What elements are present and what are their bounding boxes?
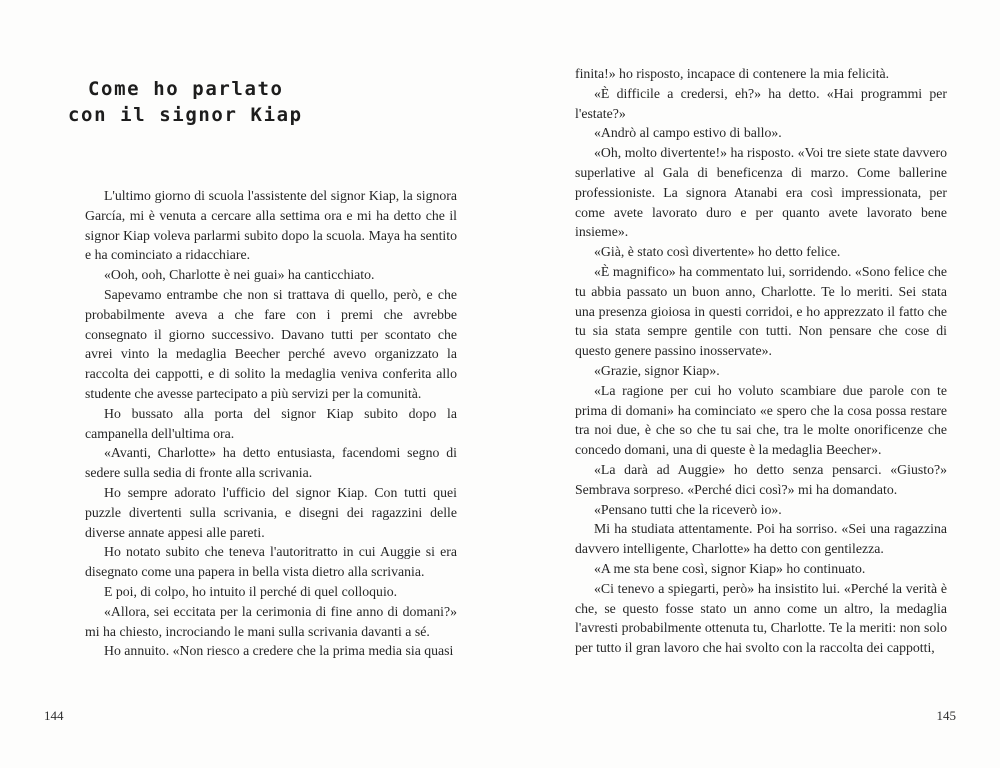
paragraph: Ho bussato alla porta del signor Kiap subito dopo la campanella dell'ultima ora. <box>85 405 457 441</box>
chapter-title-line-2: con il signor Kiap <box>68 104 303 126</box>
paragraph: L'ultimo giorno di scuola l'assistente del signor Kiap, la signora García, mi è venuta a cercare alla settima ora e mi ha detto che il signor Kiap voleva parlarmi subito dopo la scuola. Maya ha sentito e ha cominciato a ridacchiare. <box>85 188 457 263</box>
paragraph: «Grazie, signor Kiap». <box>594 362 720 378</box>
paragraph: Sapevamo entrambe che non si trattava di quello, però, e che probabilmente aveva a che fare con i premi che avrebbe consegnato il giorno successivo. Davano tutti per scontato che avrei vinto la medaglia Beecher perché avevo organizzato la raccolta dei cappotti, e di solito la medaglia veniva conferita allo studente che avesse partecipato a più servizi per la comunità. <box>85 286 457 401</box>
paragraph: finita!» ho risposto, incapace di contenere la mia felicità. <box>575 66 890 81</box>
paragraph: «La ragione per cui ho voluto scambiare due parole con te prima di domani» ha cominciato «e spero che la cosa possa restare tra noi due, è che so che tu sai che, tra le molte onorificenze che concedo domani, una di queste è la medaglia Beecher». <box>575 382 947 458</box>
paragraph: «Oh, molto divertente!» ha risposto. «Voi tre siete state davvero superlative al Gala di beneficenza di marzo. Come ballerine professioniste. La signora Atanabi era così impressionata, per come avete lavorato duro e per quanto avete lavorato bene insieme». <box>575 145 947 240</box>
paragraph: «La darà ad Auggie» ho detto senza pensarci. «Giusto?» Sembrava sorpreso. «Perché dici così?» mi ha domandato. <box>575 461 947 497</box>
paragraph: Ho sempre adorato l'ufficio del signor Kiap. Con tutti quei puzzle divertenti sulla scrivania, e disegni dei ragazzini delle diverse annate appesi alle pareti. <box>85 484 457 540</box>
paragraph: Mi ha studiata attentamente. Poi ha sorriso. «Sei una ragazzina davvero intelligente, Charlotte» ha detto con gentilezza. <box>575 521 947 557</box>
right-page-body <box>575 64 947 658</box>
right-page-number: 145 <box>936 708 956 723</box>
paragraph: «È difficile a credersi, eh?» ha detto. «Hai programmi per l'estate?» <box>575 85 947 121</box>
paragraph: «A me sta bene così, signor Kiap» ho continuato. <box>594 560 866 576</box>
paragraph: «Già, è stato così divertente» ho detto felice. <box>594 244 841 260</box>
paragraph: E poi, di colpo, ho intuito il perché di quel colloquio. <box>104 583 398 599</box>
paragraph: «Pensano tutti che la riceverò io». <box>594 501 782 517</box>
paragraph: Ho annuito. «Non riesco a credere che la prima media sia quasi <box>104 643 454 659</box>
paragraph: «Andrò al campo estivo di ballo». <box>594 125 782 141</box>
right-page <box>500 0 1000 768</box>
paragraph: «È magnifico» ha commentato lui, sorridendo. «Sono felice che tu abbia passato un buon anno, Charlotte. Te lo meriti. Sei stata una presenza gioiosa in questi corridoi, e ho apprezzato il fatto che tu sia stata sempre gentile con tutti. Non pensare che cose di questo genere passino inosservate». <box>575 263 947 359</box>
paragraph: Ho notato subito che teneva l'autoritratto in cui Auggie si era disegnato come una papera in bella vista dietro alla scrivania. <box>85 544 457 580</box>
paragraph: «Ooh, ooh, Charlotte è nei guai» ha canticchiato. <box>104 267 375 283</box>
paragraph: «Avanti, Charlotte» ha detto entusiasta, facendomi segno di sedere sulla sedia di fronte alla scrivania. <box>85 445 457 481</box>
left-page-body <box>85 186 457 661</box>
chapter-title <box>68 76 303 128</box>
paragraph: «Ci tenevo a spiegarti, però» ha insistito lui. «Perché la verità è che, se questo fosse stato un anno come un altro, la medaglia l'avresti probabilmente ottenuta tu, Charlotte. Te la meriti: non solo per tutto il gran lavoro che hai svolto con la raccolta dei cappotti, <box>575 580 947 656</box>
chapter-title-line-1: Come ho parlato <box>88 78 284 100</box>
paragraph: «Allora, sei eccitata per la cerimonia di fine anno di domani?» mi ha chiesto, incrociando le mani sulla scrivania davanti a sé. <box>85 603 457 639</box>
left-page-number: 144 <box>44 708 64 723</box>
